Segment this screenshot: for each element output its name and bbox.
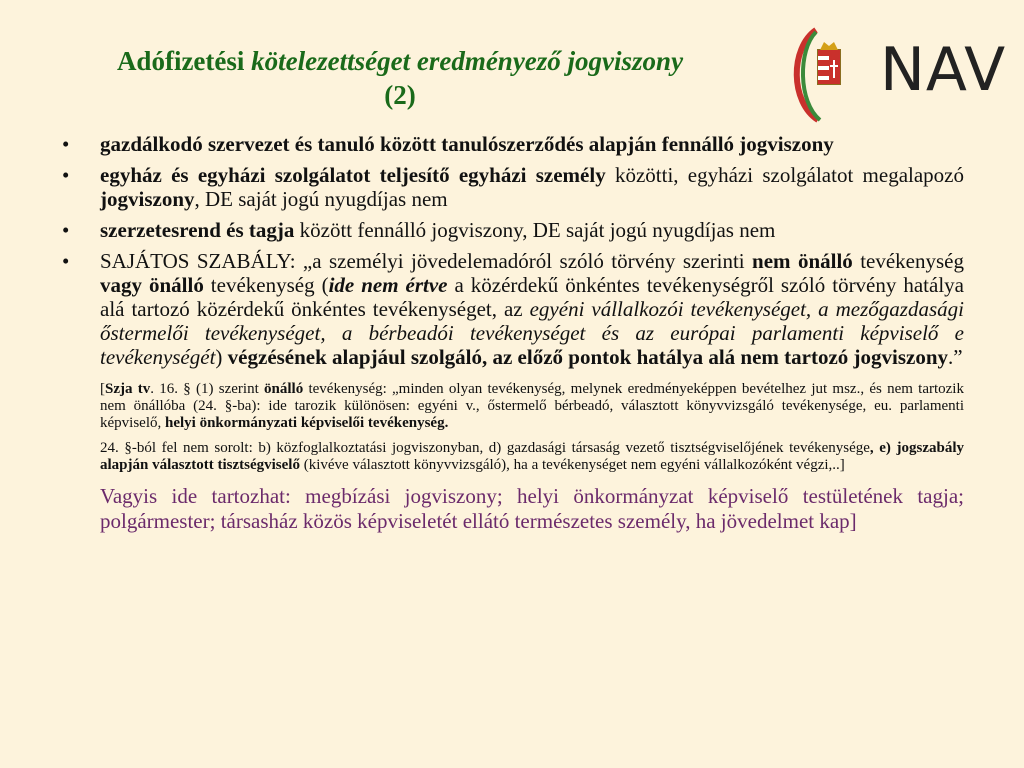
bullet-text: ide nem értve [328,273,448,297]
slide-title [100,44,700,112]
bullet-item [62,249,964,369]
note-text: Szja tv [105,381,151,397]
note-text: helyi önkormányzati képviselői tevékenység. [165,415,449,431]
note-text: tevékenység: „minden olyan tevékenység, melynek eredményeképpen bevételhez jut msz., és nem tartozik nem önállóba (24. §-ba): ide tarozik különösen: egyéni v., őstermelő bérbeadó, választott könyvvizsgáló tevékenysége, eu. parlamenti képviselő, [100,381,964,431]
note-text: [ [100,381,105,397]
bullet-text: , DE saját jogú nyugdíjas nem [194,187,448,211]
bullet-text: végzésének alapjául szolgáló, az előző pontok hatálya alá nem tartozó jogviszony [227,345,949,369]
bullet-item [62,132,964,156]
title-part3: (2) [384,80,416,110]
bullet-text: gazdálkodó szervezet és tanuló között tanulószerződés alapján fennálló jogviszony [100,132,834,156]
note-text: , e) jogszabály alapján választott tisztségviselő [100,440,965,473]
bullet-text: a közérdekű önkéntes tevékenységről szóló törvény hatálya alá tartozó közérdekű önkéntes tevékenységet, az [100,273,964,321]
note-szja [100,381,964,432]
note-text: önálló [264,381,304,397]
bullet-item [62,218,964,242]
bullet-text: között fennálló jogviszony, DE saját jogú nyugdíjas nem [294,218,776,242]
title-part1: Adófizetési [116,46,252,76]
content [62,132,964,534]
bullet-text: egyéni vállalkozói tevékenységet, a mezőgazdasági őstermelői tevékenységet, a bérbeadói tevékenységet és az európai parlamenti képviselő e tevékenységét [100,297,964,369]
bullet-text: tevékenység ( [203,273,329,297]
bullet-list [62,132,964,369]
bullet-text: közötti, egyházi szolgálatot megalapozó [605,163,964,187]
title-part2: kötelezettséget eredményező jogviszony [251,46,684,76]
note-24 [100,440,964,474]
bullet-text: SAJÁTOS SZABÁLY: „a személyi jövedelemadóról szóló törvény szerinti [100,249,753,273]
bullet-text: .” [948,345,963,369]
note-text: (kivéve választott könyvvizsgáló), ha a tevékenységet nem egyéni vállalkozóként végzi,..] [299,457,845,473]
bullet-text: szerzetesrend és tagja [100,218,295,242]
bullet-text: vagy önálló [100,273,204,297]
bullet-text: egyház és egyházi szolgálatot teljesítő egyházi személy [100,163,606,187]
nav-logo-text: NAV [880,35,1007,105]
bullet-text: jogviszony [100,187,195,211]
final-paragraph: Vagyis ide tartozhat: megbízási jogviszony; helyi önkormányzat képviselő testületének tagja; polgármester; társasház közös képviseletét ellátó természetes személy, ha jövedelmet kap] [100,484,964,533]
bullet-item [62,163,964,211]
note-text: . 16. § (1) szerint [150,381,265,397]
note-text: 24. §-ból fel nem sorolt: b) közfoglalkoztatási jogviszonyban, d) gazdasági társaság vezető tisztségviselőjének tevékenysége [100,440,870,456]
bullet-text: ) [215,345,228,369]
bullet-text: nem önálló [752,249,853,273]
bullet-text: tevékenység [852,249,964,273]
